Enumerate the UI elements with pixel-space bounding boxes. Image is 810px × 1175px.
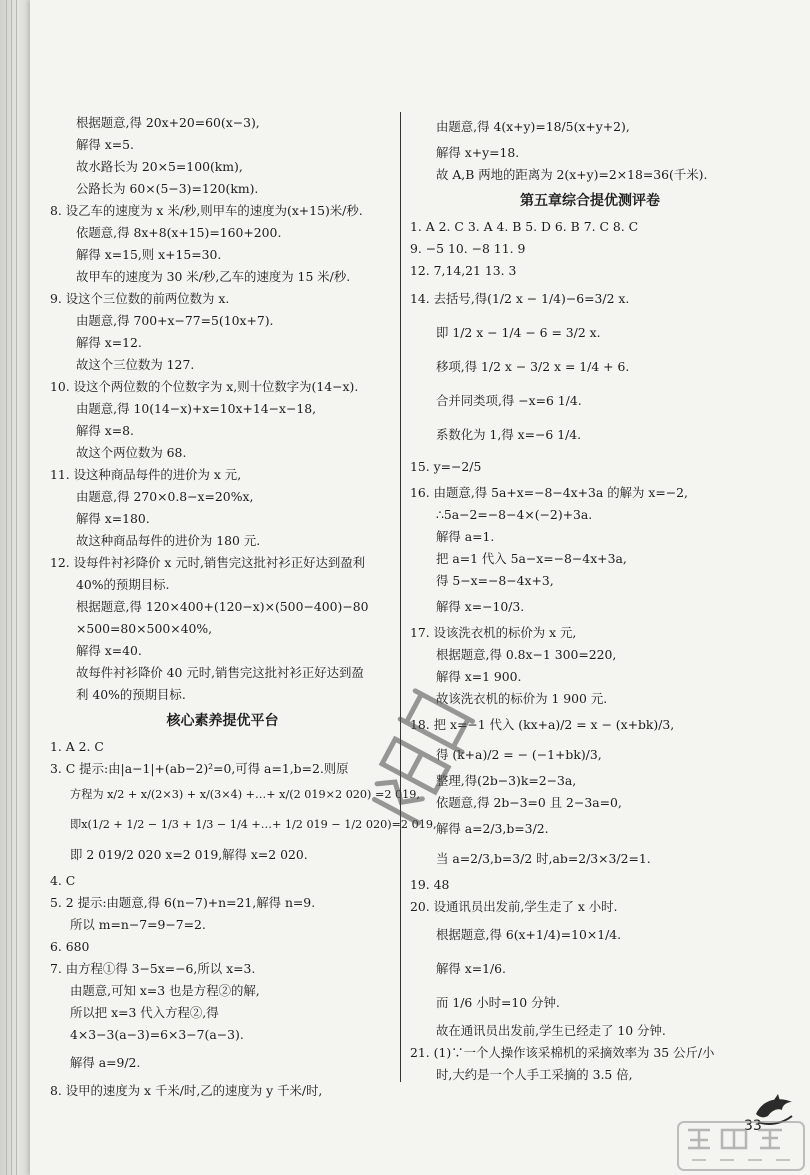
text-line: 当 a=2/3,b=3/2 时,ab=2/3×3/2=1. (436, 851, 651, 866)
text-line: 由题意,得 700+x−77=5(10x+7). (76, 313, 274, 328)
text-line: 9. 设这个三位数的前两位数为 x. (50, 291, 230, 306)
text-line: 12. 设每件衬衫降价 x 元时,销售完这批衬衫正好达到盈利 (50, 555, 366, 570)
text-line: 4. C (50, 873, 76, 888)
text-line: 10. 设这个两位数的个位数字为 x,则十位数字为(14−x). (50, 379, 359, 394)
text-line: 解得 x=5. (76, 137, 134, 152)
text-line: 40%的预期目标. (76, 577, 170, 592)
text-line: 根据题意,得 20x+20=60(x−3), (76, 115, 260, 130)
text-line: 合并同类项,得 −x=6 1/4. (436, 393, 582, 408)
text-line: 15. y=−2/5 (410, 459, 482, 474)
text-line: 5. 2 提示:由题意,得 6(n−7)+n=21,解得 n=9. (50, 895, 316, 910)
text-line: 解得 a=9/2. (70, 1055, 141, 1070)
text-line: 解得 x=8. (76, 423, 134, 438)
text-line: 解得 x=15,则 x+15=30. (76, 247, 222, 262)
text-line: 故甲车的速度为 30 米/秒,乙车的速度为 15 米/秒. (76, 269, 351, 284)
text-line: 依题意,得 8x+8(x+15)=160+200. (76, 225, 282, 240)
text-line: 故这个三位数为 127. (76, 357, 195, 372)
text-line: 18. 把 x=−1 代入 (kx+a)/2 = x − (x+bk)/3, (410, 717, 675, 732)
text-line: 14. 去括号,得(1/2 x − 1/4)−6=3/2 x. (410, 291, 630, 306)
text-line: 解得 x=−10/3. (436, 599, 525, 614)
text-line: 利 40%的预期目标. (76, 687, 186, 702)
text-line: 4×3−3(a−3)=6×3−7(a−3). (70, 1027, 244, 1042)
text-line: 方程为 x/2 + x/(2×3) + x/(3×4) +…+ x/(2 019×2 020) =2 019, (70, 788, 420, 801)
text-line: 解得 x=1/6. (436, 961, 506, 976)
text-line: ∴5a−2=−8−4×(−2)+3a. (436, 507, 593, 522)
text-line: 9. −5 10. −8 11. 9 (410, 241, 526, 256)
section-title: 第五章综合提优测评卷 (520, 193, 660, 209)
text-line: 故这个两位数为 68. (76, 445, 187, 460)
text-line: 解得 x=180. (76, 511, 150, 526)
text-line: 由题意,得 10(14−x)+x=10x+14−x−18, (76, 401, 317, 416)
text-line: 解得 x=1 900. (436, 669, 522, 684)
text-line: 时,大约是一个人手工采摘的 3.5 倍, (436, 1067, 633, 1082)
text-line: 所以 m=n−7=9−7=2. (70, 917, 206, 932)
text-line: 故在通讯员出发前,学生已经走了 10 分钟. (436, 1023, 666, 1038)
text-line: 得 (k+a)/2 = − (−1+bk)/3, (436, 747, 602, 762)
text-line: 6. 680 (50, 939, 90, 954)
column-divider (400, 112, 401, 1082)
text-line: 根据题意,得 120×400+(120−x)×(500−400)−80 (76, 599, 369, 614)
section-title: 核心素养提优平台 (166, 713, 279, 729)
text-line: 由题意,可知 x=3 也是方程②的解, (70, 983, 260, 998)
text-line: 整理,得(2b−3)k=2−3a, (436, 773, 577, 788)
text-line: 故这种商品每件的进价为 180 元. (76, 533, 261, 548)
text-line: ×500=80×500×40%, (76, 621, 213, 636)
text-line: 根据题意,得 6(x+1/4)=10×1/4. (436, 927, 622, 942)
text-line: 解得 a=2/3,b=3/2. (436, 821, 549, 836)
text-line: 即 2 019/2 020 x=2 019,解得 x=2 020. (70, 847, 308, 862)
text-line: 17. 设该洗衣机的标价为 x 元, (410, 625, 577, 640)
text-line: 解得 x=40. (76, 643, 142, 658)
text-line: 解得 a=1. (436, 529, 495, 544)
text-line: 16. 由题意,得 5a+x=−8−4x+3a 的解为 x=−2, (410, 485, 688, 500)
text-line: 所以把 x=3 代入方程②,得 (70, 1005, 219, 1020)
text-line: 由题意,得 270×0.8−x=20%x, (76, 489, 254, 504)
text-line: 21. (1)∵一个人操作该采棉机的采摘效率为 35 公斤/小 (410, 1045, 715, 1060)
text-line: 1. A 2. C (50, 739, 104, 754)
text-line: 由题意,得 4(x+y)=18/5(x+y+2), (436, 119, 630, 134)
text-line: 3. C 提示:由|a−1|+(ab−2)²=0,可得 a=1,b=2.则原 (50, 761, 349, 776)
text-line: 解得 x=12. (76, 335, 142, 350)
text-line: 把 a=1 代入 5a−x=−8−4x+3a, (436, 551, 627, 566)
text-line: 故该洗衣机的标价为 1 900 元. (436, 691, 608, 706)
text-line: 20. 设通讯员出发前,学生走了 x 小时. (410, 899, 618, 914)
text-line: 解得 x+y=18. (436, 145, 520, 160)
text-line: 系数化为 1,得 x=−6 1/4. (436, 427, 582, 442)
page-number: 33 (744, 1118, 762, 1134)
text-line: 根据题意,得 0.8x−1 300=220, (436, 647, 617, 662)
text-line: 移项,得 1/2 x − 3/2 x = 1/4 + 6. (436, 359, 630, 374)
text-line: 7. 由方程①得 3−5x=−6,所以 x=3. (50, 961, 256, 976)
text-line: 1. A 2. C 3. A 4. B 5. D 6. B 7. C 8. C (410, 219, 639, 234)
text-line: 即x(1/2 + 1/2 − 1/3 + 1/3 − 1/4 +…+ 1/2 019 − 1/2 020)=2 019, (70, 818, 437, 831)
text-line: 12. 7,14,21 13. 3 (410, 263, 517, 278)
text-line: 故水路长为 20×5=100(km), (76, 159, 243, 174)
text-line: 11. 设这种商品每件的进价为 x 元, (50, 467, 242, 482)
text-line: 8. 设甲的速度为 x 千米/时,乙的速度为 y 千米/时, (50, 1083, 323, 1098)
text-line: 故 A,B 两地的距离为 2(x+y)=2×18=36(千米). (436, 167, 708, 182)
text-line: 8. 设乙车的速度为 x 米/秒,则甲车的速度为(x+15)米/秒. (50, 203, 363, 218)
text-line: 即 1/2 x − 1/4 − 6 = 3/2 x. (436, 325, 601, 340)
text-line: 得 5−x=−8−4x+3, (436, 573, 554, 588)
right-column (410, 112, 770, 1086)
text-line: 公路长为 60×(5−3)=120(km). (76, 181, 259, 196)
book-binding (0, 0, 30, 1175)
text-line: 依题意,得 2b−3=0 且 2−3a=0, (436, 795, 622, 810)
text-line: 而 1/6 小时=10 分钟. (436, 995, 560, 1010)
text-line: 19. 48 (410, 877, 450, 892)
text-line: 故每件衬衫降价 40 元时,销售完这批衬衫正好达到盈 (76, 665, 364, 680)
